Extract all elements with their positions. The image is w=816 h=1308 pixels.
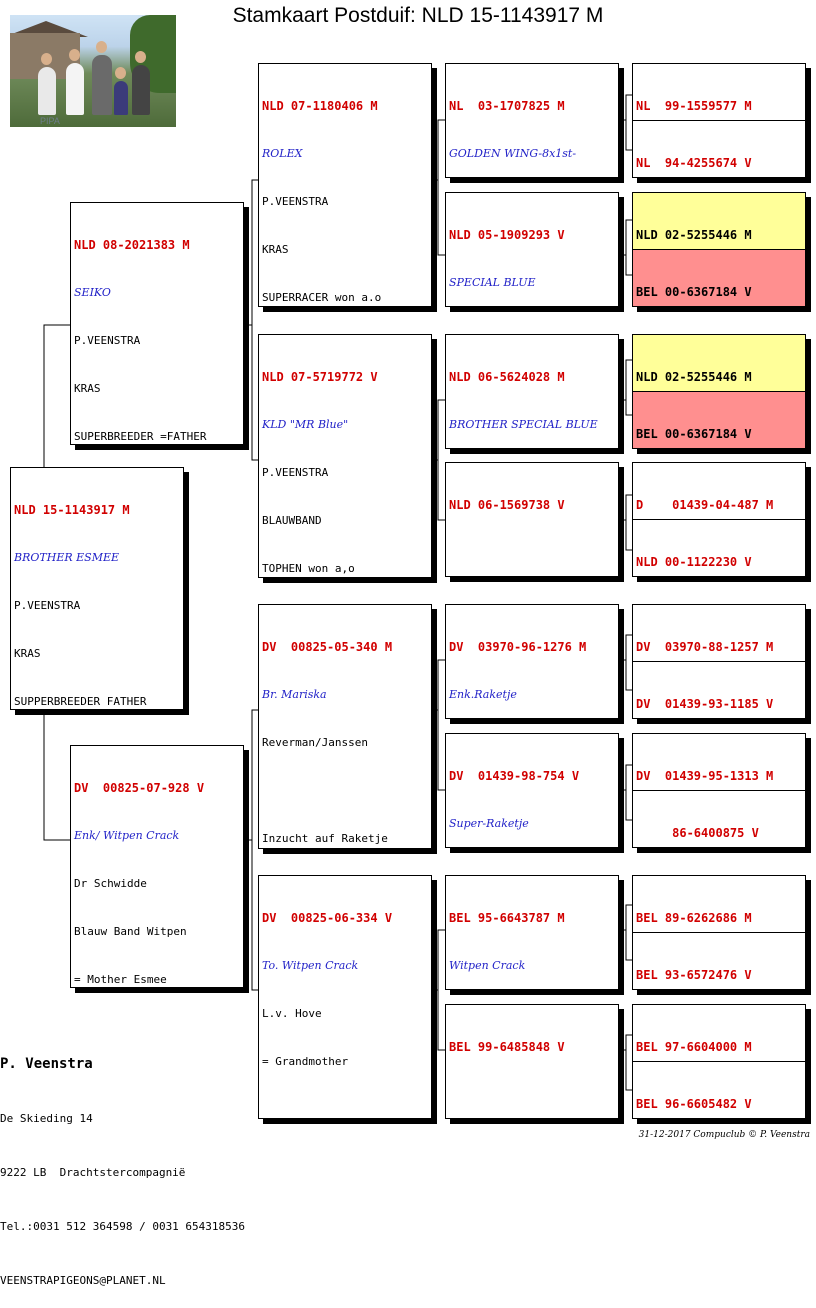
pedigree-card-gen5[interactable] [632, 120, 806, 178]
pedigree-card-gen3[interactable] [258, 63, 432, 307]
pedigree-card-gen5[interactable] [632, 192, 806, 250]
ring-number: 86-6400875 V [636, 826, 759, 840]
pigeon-name: BROTHER ESMEE [14, 551, 120, 564]
card-line: KRAS [74, 382, 101, 395]
ring-number: NL 03-1707825 M [449, 99, 565, 113]
pedigree-card-mother[interactable] [70, 745, 244, 988]
card-line: P.VEENSTRA [262, 466, 329, 479]
ring-number: NL 94-4255674 V [636, 156, 752, 170]
pedigree-card-gen3[interactable] [258, 334, 432, 578]
card-line: Dr Schwidde [74, 877, 147, 890]
card-line: Reverman/Janssen [262, 736, 368, 749]
pigeon-name: BROTHER SPECIAL BLUE [449, 418, 598, 431]
card-line: Inzucht auf Raketje [262, 832, 388, 845]
pedigree-card-gen5[interactable] [632, 733, 806, 791]
pedigree-card-gen5[interactable] [632, 661, 806, 719]
card-line: BLAUWBAND [262, 514, 322, 527]
pedigree-card-gen5[interactable] [632, 249, 806, 307]
ring-number: BEL 93-6572476 V [636, 968, 752, 982]
card-line: TOPHEN won a,o [262, 562, 355, 575]
card-line: = Grandmother [262, 1055, 349, 1068]
pedigree-card-gen5[interactable] [632, 63, 806, 121]
card-line [262, 783, 428, 799]
pigeon-name: To. Witpen Crack [262, 959, 359, 972]
pigeon-name: SEIKO [74, 286, 111, 299]
ring-number: DV 00825-06-334 V [262, 911, 393, 925]
card-line: P.VEENSTRA [14, 599, 81, 612]
email-link[interactable]: VEENSTRAPIGEONS@PLANET.NL [0, 1274, 166, 1287]
pigeon-name [449, 545, 615, 561]
ring-number: DV 00825-07-928 V [74, 781, 205, 795]
pigeon-name: Super-Raketje [449, 817, 529, 830]
pedigree-card-gen5[interactable] [632, 932, 806, 990]
footer-date-credit: 31-12-2017 Compuclub © P. Veenstra [638, 1130, 810, 1140]
ring-number: BEL 96-6605482 V [636, 1097, 752, 1111]
owner-name: P. Veenstra [0, 1056, 93, 1072]
pedigree-card-gen3[interactable] [258, 604, 432, 849]
pedigree-card-gen5[interactable] [632, 875, 806, 933]
pigeon-name: GOLDEN WING-8x1st- [449, 147, 577, 160]
pedigree-card-gen5[interactable] [632, 334, 806, 392]
pedigree-card-gen5[interactable] [632, 519, 806, 577]
pigeon-name: SPECIAL BLUE [449, 276, 536, 289]
ring-number: NLD 08-2021383 M [74, 238, 190, 252]
pigeon-name [449, 1087, 615, 1103]
pigeon-name: Br. Mariska [262, 688, 327, 701]
pedigree-card-gen4[interactable] [445, 334, 619, 449]
pedigree-card-gen4[interactable] [445, 1004, 619, 1119]
pedigree-card-gen5[interactable] [632, 604, 806, 662]
ring-number: BEL 95-6643787 M [449, 911, 565, 925]
pedigree-card-gen4[interactable] [445, 733, 619, 848]
ring-number: NLD 02-5255446 M [636, 370, 752, 384]
card-line: KRAS [14, 647, 41, 660]
ring-number: NLD 07-5719772 V [262, 370, 378, 384]
page-title: Stamkaart Postduif: NLD 15-1143917 M [232, 4, 604, 27]
card-line: = Mother Esmee [74, 973, 167, 986]
pedigree-card-gen5[interactable] [632, 790, 806, 848]
ring-number: NLD 06-5624028 M [449, 370, 565, 384]
card-line: P.VEENSTRA [262, 195, 329, 208]
card-line: P.VEENSTRA [74, 334, 141, 347]
photo-watermark: PIPA [40, 116, 60, 126]
ring-number: DV 03970-96-1276 M [449, 640, 587, 654]
pedigree-card-gen5[interactable] [632, 1004, 806, 1062]
ring-number: BEL 00-6367184 V [636, 427, 752, 441]
address-line: 9222 LB Drachtstercompagnië [0, 1166, 186, 1179]
pedigree-card-gen4[interactable] [445, 604, 619, 719]
ring-number: BEL 89-6262686 M [636, 911, 752, 925]
card-line: SUPERRACER won a.o [262, 291, 382, 304]
card-line: SUPERBREEDER =FATHER [74, 430, 207, 443]
ring-number: DV 01439-98-754 V [449, 769, 580, 783]
ring-number: DV 01439-95-1313 M [636, 769, 774, 783]
address-line: De Skieding 14 [0, 1112, 93, 1125]
pedigree-card-gen4[interactable] [445, 192, 619, 307]
pigeon-name: Enk/ Witpen Crack [74, 829, 180, 842]
pedigree-card-father[interactable] [70, 202, 244, 445]
ring-number: DV 03970-88-1257 M [636, 640, 774, 654]
card-line: Blauw Band Witpen [74, 925, 187, 938]
pedigree-card-gen4[interactable] [445, 875, 619, 990]
ring-number: NL 99-1559577 M [636, 99, 752, 113]
pedigree-card-subject[interactable] [10, 467, 184, 710]
card-line: L.v. Hove [262, 1007, 322, 1020]
pedigree-card-gen4[interactable] [445, 63, 619, 178]
card-line: SUPPERBREEDER FATHER [14, 695, 147, 708]
pigeon-name: Witpen Crack [449, 959, 526, 972]
ring-number: BEL 99-6485848 V [449, 1040, 565, 1054]
pedigree-card-gen5[interactable] [632, 1061, 806, 1119]
pedigree-card-gen3[interactable] [258, 875, 432, 1119]
pedigree-card-gen5[interactable] [632, 462, 806, 520]
ring-number: NLD 05-1909293 V [449, 228, 565, 242]
ring-number: BEL 97-6604000 M [636, 1040, 752, 1054]
pedigree-card-gen5[interactable] [632, 391, 806, 449]
ring-number: NLD 15-1143917 M [14, 503, 130, 517]
owner-address [0, 1018, 245, 1308]
ring-number: NLD 00-1122230 V [636, 555, 752, 569]
ring-number: D 01439-04-487 M [636, 498, 774, 512]
pigeon-name: Enk.Raketje [449, 688, 517, 701]
pedigree-card-gen4[interactable] [445, 462, 619, 577]
ring-number: DV 01439-93-1185 V [636, 697, 774, 711]
ring-number: NLD 06-1569738 V [449, 498, 565, 512]
ring-number: NLD 07-1180406 M [262, 99, 378, 113]
card-line: KRAS [262, 243, 289, 256]
ring-number: BEL 00-6367184 V [636, 285, 752, 299]
ring-number: NLD 02-5255446 M [636, 228, 752, 242]
phone-line: Tel.:0031 512 364598 / 0031 654318536 [0, 1220, 246, 1233]
pigeon-name: ROLEX [262, 147, 303, 160]
ring-number: DV 00825-05-340 M [262, 640, 393, 654]
pigeon-name: KLD "MR Blue" [262, 418, 349, 431]
